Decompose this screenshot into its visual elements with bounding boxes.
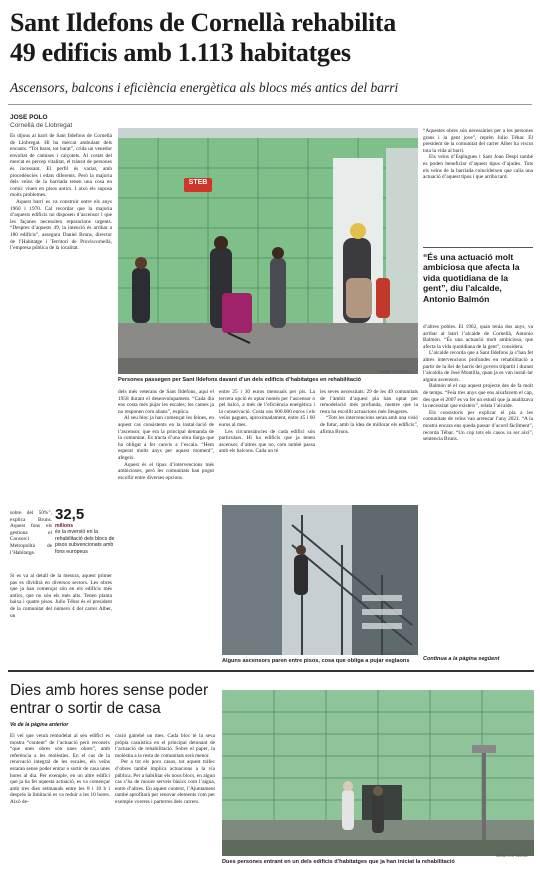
sidebar-kicker: Ve de la pàgina anterior: [10, 722, 69, 728]
byline-location: Cornellà de Llobregat: [10, 122, 73, 129]
pullquote-rule: [423, 247, 533, 248]
article-column-5: [423, 128, 533, 245]
photo-building-entrance: [222, 690, 534, 856]
paragraph: Per a tot els pocs casos, tot aquest tràfec d’obres també implica actuacions a la via pública. Per a habilitar els nous blocs, en algun cas s’ha de moure serveis bàsics com l’aigua, entre d’altres. En aquest context, l’Ajuntament també aprofitarà per renovar elements com per exemple voreres i parterres dels carrers.: [115, 759, 215, 805]
paragraph: cació gairebé un mes. Cada bloc té la seva pròpia casuística en el principal detonant de l’actuació de rehabilitació. Sobre el paper, la molèstia a la resta de comunitats serà menor.: [115, 733, 215, 759]
sidebar-title-line-2: entrar o sortir de casa: [10, 700, 161, 717]
headline: [10, 8, 532, 68]
divider: [8, 104, 532, 105]
article-column-1-continued: Si es va al detall de la mesura, aquest primer pas es dividirà en diversos sectors. Les obres que ja han començat són en els edificis més antics, que no són els més alts. Tenen planta baixa i quatre pisos. Julio Tébar és el president de la comunitat del número 4 del carrer Alber, un: [10, 573, 112, 619]
photo-credit: MANE ESPINOSA: [380, 370, 412, 374]
byline: [10, 114, 72, 130]
section-divider: [8, 670, 534, 672]
continues-link[interactable]: Continua a la pàgina següent: [423, 656, 500, 662]
sidebar-column-2: [115, 733, 215, 868]
article-column-3: [219, 389, 315, 499]
photo-sign-text: STEB: [188, 179, 208, 186]
article-column-1-wrap: sobre del 50%”, explica Bruns. Aquest fons els gestiona el Consorci Metropolità de l’Habitatge.: [10, 510, 52, 556]
paragraph: L’alcalde recorda que a Sant Ildefons ja s’han fet altres intervencions profundes en rehabilitació a partir de la llei de barris del govern tripartit i durant l’alcaldia de José Montilla, quan ja es van instal·lar alguns ascensors.: [423, 350, 533, 383]
article-column-2: [118, 389, 214, 662]
paragraph: Aquest barri es va construir entre els anys 1960 i 1970. Cal recordar que la majoria d’aquests edificis no disposen d’ascensor i que les façanes necessiten reparacions urgents. “Despres d’aquests 49, la intenció és arribar a 180 edificis”, assegura Daniel Bruns, director de l’Habitatge i Territori de Proviscornellà, l’empresa pública de la localitat.: [10, 198, 112, 252]
paragraph: Balmón té el cap aquest projecte des de fa molt de temps. “Feia tres anys que ens aixafavem el cap, des que el 2007 es va fer un estudi que ja analitzava la necessitat que existeix”, relata l’alcalde.: [423, 383, 533, 410]
paragraph: les seves necessitats: 29 de les 49 comunitats de l’àmbit d’aquest pla han optat per remodelació més profunda, mentre que la resta ha escollit actuacions més lleugeres.: [320, 389, 418, 415]
paragraph: Les circumstàncies de cada edifici són particulars. Hi ha edificis que ja tenen ascensor, d’altres que no, com també passa amb els balcons. Cada un té: [219, 428, 315, 455]
paragraph: Els veïns d’Esplugues i Sant Joan Despí també es poden beneficiar d’aquest tipus d’ajudes. Tots els veïns de la barriada coincideixen que calia una actuació d’aquest tipus i que arriba tard.: [423, 154, 533, 181]
sidebar-title-line-1: Dies amb hores sense poder: [10, 682, 209, 699]
paragraph: “Tots les intervencions seran amb una visió de futur, amb la idea de millorar els edificis”, afirma Bruns.: [320, 415, 418, 435]
paragraph: dels més veterans de Sant Ildefons, aquí el 1958 durant el desenvolupament. “Cada dia ens costa més pujar les escales; les cames ja no responen com abans”, explica.: [118, 389, 214, 415]
stat-value: 32,5: [55, 506, 85, 523]
paragraph: entre 25 i 30 euros mensuals per pis. La tercera opció és optar només per l’ascensor o pel balcó, a més de l’eficiència energètica i la conservació. Costa uns 600.000 euros i els veïns paguen, aproximadament, entre 45 i 60 euros al mes.: [219, 389, 315, 428]
photo-credit: MANE ESPINOSA: [382, 652, 414, 656]
paragraph: “Aquestes obres són necessàries per a les persones grans i la gent jove”, reprèn Julio Tébar. El president de la comunitat del carrer Alber ha viscut tota la vida al barri.: [423, 128, 533, 154]
paragraph: d’altres pobles. El 1962, quan tenia dos anys, va arribar al barri l’alcalde de Cornellà, Antonio Balmón. “És una actuació molt ambiciosa, que afecta la vida quotidiana de la gent”, considera.: [423, 324, 533, 350]
photo-scaffolding-street: [118, 128, 418, 374]
headline-line-2: 49 edificis amb 1.113 habitatges: [10, 38, 351, 67]
paragraph: Els consistoris per explicar el pla a les comunitats de veïns van arrencar l’any 2021. “A la mostra encara ens queda passar d’acord fàcilment”, recorda Tébar. “Un cop tots els casos va ser així”, sentencia Bruns.: [423, 409, 533, 443]
paragraph: Aquest és el tipus d’intervencions més ambicioses, però les comunitats han pogut escollir entre diverses opcions.: [118, 461, 214, 481]
sidebar-column-1: [10, 733, 110, 863]
byline-author: JOSE POLO: [10, 114, 48, 121]
article-column-5b: [423, 324, 533, 634]
photo-caption: Persones passegen per Sant Ildefons davant d’un dels edificis d’habitatges en rehabilitació: [118, 377, 362, 383]
photo-stairwell: [222, 505, 418, 655]
stat-unit: milions: [55, 523, 74, 529]
photo-stairwell-image: [222, 505, 418, 655]
photo-credit: MANE ESPINOSA: [496, 854, 528, 858]
article-column-1: [10, 133, 112, 508]
headline-line-1: Sant Ildefons de Cornellà rehabilita: [10, 8, 396, 37]
subheadline: Ascensors, balcons i eficiència energètica als blocs més antics del barri: [10, 80, 399, 95]
photo-caption: Alguns ascensors paren entre pisos, cosa que obliga a pujar esglaons: [222, 658, 410, 664]
sidebar-title: [10, 682, 230, 718]
photo-scaffolding-street-image: [118, 128, 418, 374]
stat-text: és la inversió en la rehabilitació dels blocs de pisos subvencionats amb fons europeus: [55, 529, 115, 555]
pullquote: “És una actuació molt ambiciosa que afecta la vida quotidiana de la gent”, diu l’alcalde, Antonio Balmón: [423, 252, 520, 304]
stat-box: [55, 506, 117, 566]
article-column-4: [320, 389, 418, 499]
paragraph: És dijous al barri de Sant Ildefons de Cornellà de Llobregat. Hi ha mercat ambulant dels encants. “Tot barat, tot barat”, crida un venedor envoltat de camises i calçotets. Al costat del mercat es percep vitalitat, el trànsit de persones és incessant. El perfil és variat, amb procedències i edats diferents. Però la majoria dels veïns de la barriada tenen una cosa en comú: viuen en pisos antics. I això els suposa molts problemes.: [10, 133, 112, 199]
photo-caption: Dues persones entrant en un dels edificis d’habitatges que ja han iniciat la rehabilitació: [222, 859, 455, 865]
paragraph: Al seu bloc ja han començat les feines, en aquest cas consistents en la instal·lació de l’ascensor, que era la principal demanda de la comunitat. Es tracta d’una obra llarga que ha obligat a fer canvis a l’escala. “Hem esperat molts anys per aquest moment”, afegeix.: [118, 415, 214, 461]
paragraph: El veí que veurà remodelat al seu edifici es mostra “content” de l’actuació però reconeix “que unes obres són unes obres”, amb referència a les molèsties. En el cas de la renovació integral de les escales, els veïns estaran sense poder entrar o sortir de casa unes hores al dia. Per exemple, en un altre edifici que ja ha fet aquesta actuació, es va començar amb tres dies setmanals entre les 8 i 10 h i després la limitació es va reduir a les 10 hores. Això de-: [10, 733, 110, 805]
photo-building-entrance-image: [222, 690, 534, 856]
